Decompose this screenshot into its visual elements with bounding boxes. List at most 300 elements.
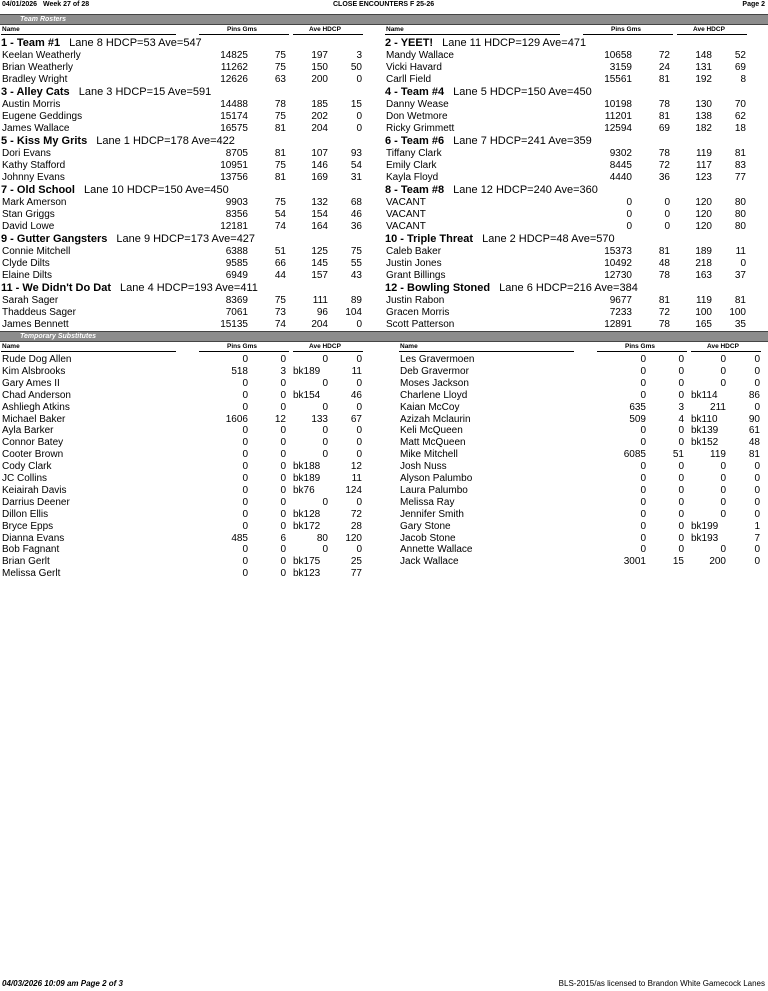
player-pins: 0 [640, 544, 646, 556]
player-handicap: 0 [356, 401, 362, 413]
player-name: Josh Nuss [400, 461, 447, 473]
player-name: Kathy Stafford [2, 160, 66, 171]
player-games: 81 [658, 111, 670, 122]
substitute-row [398, 556, 764, 568]
player-games: 36 [658, 172, 670, 183]
player-pins: 8445 [609, 160, 632, 171]
player-handicap: 48 [748, 437, 760, 449]
player-pins: 1606 [225, 413, 248, 425]
player-name: Justin Jones [386, 258, 442, 269]
player-average: 96 [316, 307, 328, 318]
player-name: Justin Rabon [386, 295, 445, 306]
player-handicap: 80 [734, 197, 746, 208]
column-header-pins-gms: Pins Gms [227, 343, 257, 350]
substitute-row [398, 425, 764, 437]
player-name: Bob Fagnant [2, 544, 60, 556]
roster-row [0, 50, 366, 62]
roster-row [384, 319, 750, 331]
player-name: Scott Patterson [386, 319, 455, 330]
player-name: Mike Mitchell [400, 449, 458, 461]
player-name: Annette Wallace [400, 544, 473, 556]
player-pins: 0 [640, 496, 646, 508]
player-games: 24 [658, 62, 670, 73]
player-name: Charlene Lloyd [400, 389, 468, 401]
player-games: 78 [658, 148, 670, 159]
player-handicap: 0 [356, 544, 362, 556]
player-pins: 0 [640, 437, 646, 449]
player-handicap: 104 [345, 307, 362, 318]
column-underline [293, 26, 363, 35]
player-pins: 0 [640, 461, 646, 473]
roster-row [0, 295, 366, 307]
roster-row [0, 319, 366, 331]
player-pins: 10951 [220, 160, 248, 171]
player-games: 72 [658, 50, 670, 61]
player-average: 131 [695, 62, 712, 73]
player-pins: 10492 [604, 258, 632, 269]
player-games: 44 [274, 270, 286, 281]
column-header-pins-gms: Pins Gms [227, 26, 257, 33]
team-header [1, 282, 258, 294]
player-handicap: 81 [748, 449, 760, 461]
roster-row [384, 221, 750, 233]
player-handicap: 80 [734, 221, 746, 232]
player-average: 0 [720, 508, 726, 520]
roster-row [0, 160, 366, 172]
player-name: Mandy Wallace [386, 50, 454, 61]
player-name: Ayla Barker [2, 425, 54, 437]
player-average: bk139 [691, 425, 719, 437]
player-name: David Lowe [2, 221, 55, 232]
player-handicap: 0 [356, 425, 362, 437]
player-pins: 0 [626, 209, 632, 220]
substitute-row [0, 521, 366, 533]
substitute-row [0, 461, 366, 473]
player-name: VACANT [386, 197, 426, 208]
player-handicap: 0 [754, 556, 760, 568]
player-handicap: 89 [350, 295, 362, 306]
player-name: Matt McQueen [400, 437, 466, 449]
player-handicap: 0 [356, 319, 362, 330]
substitute-row [0, 414, 366, 426]
player-games: 73 [274, 307, 286, 318]
player-name: Azizah Mclaurin [400, 413, 471, 425]
player-name: Caleb Baker [386, 246, 442, 257]
player-games: 0 [678, 389, 684, 401]
player-average: bk188 [293, 461, 321, 473]
player-pins: 0 [242, 484, 248, 496]
player-handicap: 67 [350, 413, 362, 425]
player-handicap: 50 [350, 62, 362, 73]
player-pins: 6949 [225, 270, 248, 281]
player-pins: 0 [640, 484, 646, 496]
player-average: 100 [695, 307, 712, 318]
player-name: Darrius Deener [2, 496, 70, 508]
player-handicap: 0 [754, 461, 760, 473]
player-games: 69 [658, 123, 670, 134]
column-header-name: Name [400, 343, 418, 350]
report-week: Week 27 of 28 [43, 1, 90, 8]
team-info: Lane 8 HDCP=53 Ave=547 [66, 37, 202, 49]
roster-row [0, 246, 366, 258]
section-band-rosters [0, 14, 768, 25]
column-underline [691, 343, 761, 352]
column-header-name: Name [2, 26, 20, 33]
player-handicap: 0 [754, 377, 760, 389]
substitute-row [0, 378, 366, 390]
player-handicap: 7 [754, 532, 760, 544]
player-games: 74 [274, 319, 286, 330]
player-games: 0 [280, 461, 286, 473]
player-name: Kaian McCoy [400, 401, 460, 413]
roster-row [0, 197, 366, 209]
player-name: Cody Clark [2, 461, 52, 473]
player-pins: 0 [626, 221, 632, 232]
player-average: bk110 [691, 413, 718, 425]
player-handicap: 36 [350, 221, 362, 232]
player-average: 200 [311, 74, 328, 85]
player-average: 164 [311, 221, 328, 232]
player-pins: 9302 [609, 148, 632, 159]
player-games: 0 [664, 197, 670, 208]
team-info: Lane 9 HDCP=173 Ave=427 [113, 233, 256, 245]
player-handicap: 0 [356, 354, 362, 365]
player-pins: 11201 [604, 111, 632, 122]
player-pins: 635 [629, 401, 646, 413]
player-handicap: 11 [351, 365, 362, 377]
roster-row [0, 221, 366, 233]
player-handicap: 0 [754, 365, 760, 377]
player-pins: 0 [640, 473, 646, 484]
player-games: 0 [678, 354, 684, 365]
roster-row [0, 99, 366, 111]
column-underline [199, 343, 289, 352]
player-handicap: 0 [356, 496, 362, 508]
substitute-row [398, 366, 764, 378]
player-handicap: 75 [350, 246, 362, 257]
substitute-row [398, 461, 764, 473]
player-handicap: 46 [350, 209, 362, 220]
league-name: CLOSE ENCOUNTERS F 25-26 [333, 1, 435, 8]
player-handicap: 18 [734, 123, 746, 134]
player-pins: 0 [640, 532, 646, 544]
roster-row [384, 123, 750, 135]
player-games: 81 [658, 246, 670, 257]
player-average: 0 [720, 473, 726, 484]
player-average: 192 [695, 74, 712, 85]
player-average: 0 [720, 484, 726, 496]
roster-row [384, 148, 750, 160]
team-header [385, 282, 638, 294]
player-pins: 11262 [220, 62, 248, 73]
player-handicap: 52 [734, 50, 746, 61]
team-info: Lane 2 HDCP=48 Ave=570 [479, 233, 615, 245]
player-games: 81 [658, 74, 670, 85]
player-handicap: 25 [350, 556, 362, 568]
player-average: bk189 [293, 365, 321, 377]
substitute-row [398, 402, 764, 414]
page-number: Page 2 [742, 1, 765, 8]
player-pins: 14825 [220, 50, 248, 61]
player-average: 150 [311, 62, 328, 73]
player-average: 185 [311, 99, 328, 110]
player-name: Dillon Ellis [2, 508, 49, 520]
player-average: bk199 [691, 520, 719, 532]
roster-row [384, 258, 750, 270]
player-pins: 15561 [604, 74, 632, 85]
player-name: Connor Batey [2, 437, 64, 449]
player-games: 81 [274, 123, 286, 134]
player-average: 133 [311, 413, 328, 425]
roster-row [0, 123, 366, 135]
player-pins: 6085 [623, 449, 646, 461]
player-name: Jennifer Smith [400, 508, 464, 520]
roster-row [384, 160, 750, 172]
player-pins: 12891 [604, 319, 632, 330]
substitute-row [0, 473, 366, 485]
player-pins: 0 [640, 365, 646, 377]
roster-row [0, 62, 366, 74]
player-average: 111 [312, 295, 328, 306]
player-handicap: 0 [356, 377, 362, 389]
player-name: Alyson Palumbo [400, 473, 473, 484]
substitute-row [398, 521, 764, 533]
team-title: 11 - We Didn't Do Dat [1, 282, 111, 294]
roster-row [384, 111, 750, 123]
player-pins: 0 [640, 377, 646, 389]
player-name: Connie Mitchell [2, 246, 71, 257]
player-handicap: 93 [350, 148, 362, 159]
substitute-row [398, 533, 764, 545]
player-games: 0 [678, 425, 684, 437]
player-average: bk193 [691, 532, 719, 544]
substitute-row [398, 354, 764, 366]
player-games: 0 [678, 508, 684, 520]
player-games: 0 [280, 520, 286, 532]
player-games: 54 [274, 209, 286, 220]
column-underline [199, 26, 289, 35]
player-pins: 4440 [609, 172, 632, 183]
player-games: 0 [280, 401, 286, 413]
player-name: VACANT [386, 209, 426, 220]
player-pins: 9677 [609, 295, 632, 306]
player-pins: 16575 [220, 123, 248, 134]
column-underline [583, 26, 673, 35]
substitute-row [398, 485, 764, 497]
team-info: Lane 12 HDCP=240 Ave=360 [450, 184, 598, 196]
player-handicap: 35 [734, 319, 746, 330]
player-games: 75 [274, 160, 286, 171]
player-average: 157 [311, 270, 328, 281]
team-info: Lane 1 HDCP=178 Ave=422 [93, 135, 235, 147]
team-title: 9 - Gutter Gangsters [1, 233, 108, 245]
roster-row [0, 307, 366, 319]
player-pins: 0 [242, 568, 248, 580]
player-name: Don Wetmore [386, 111, 448, 122]
player-handicap: 81 [734, 295, 746, 306]
player-name: Moses Jackson [400, 377, 469, 389]
license-text: BLS-2015/as licensed to Brandon White Gamecock Lanes [558, 979, 765, 988]
player-pins: 0 [242, 520, 248, 532]
player-pins: 0 [242, 449, 248, 461]
player-handicap: 28 [350, 520, 362, 532]
player-name: Gary Ames II [2, 377, 60, 389]
player-pins: 0 [640, 508, 646, 520]
player-pins: 0 [626, 197, 632, 208]
player-name: Clyde Dilts [2, 258, 50, 269]
player-average: 0 [720, 496, 726, 508]
player-handicap: 61 [748, 425, 760, 437]
player-name: Eugene Geddings [2, 111, 83, 122]
column-header-ave-hdcp: Ave HDCP [309, 26, 341, 33]
player-average: 165 [695, 319, 712, 330]
player-pins: 0 [242, 496, 248, 508]
player-name: Gracen Morris [386, 307, 450, 318]
player-average: 148 [695, 50, 712, 61]
roster-row [384, 99, 750, 111]
substitute-row [398, 414, 764, 426]
player-games: 0 [678, 473, 684, 484]
roster-row [384, 270, 750, 282]
team-info: Lane 6 HDCP=216 Ave=384 [496, 282, 638, 294]
player-games: 0 [678, 437, 684, 449]
player-handicap: 0 [740, 258, 746, 269]
player-average: bk114 [691, 389, 718, 401]
player-handicap: 11 [735, 246, 746, 257]
player-average: bk172 [293, 520, 321, 532]
substitute-row [0, 425, 366, 437]
player-games: 75 [274, 50, 286, 61]
player-games: 0 [280, 484, 286, 496]
player-average: 204 [311, 123, 328, 134]
substitute-row [398, 390, 764, 402]
player-games: 72 [658, 307, 670, 318]
player-pins: 485 [231, 532, 248, 544]
player-games: 0 [280, 544, 286, 556]
player-handicap: 8 [740, 74, 746, 85]
column-underline [399, 343, 574, 352]
player-games: 4 [678, 413, 684, 425]
player-name: Stan Griggs [2, 209, 55, 220]
column-header-ave-hdcp: Ave HDCP [693, 26, 725, 33]
player-pins: 0 [640, 520, 646, 532]
roster-row [384, 209, 750, 221]
team-header [385, 86, 592, 98]
player-average: 0 [322, 377, 328, 389]
player-pins: 0 [242, 508, 248, 520]
player-name: Ricky Grimmett [386, 123, 455, 134]
player-games: 3 [678, 401, 684, 413]
player-handicap: 68 [350, 197, 362, 208]
substitute-row [398, 544, 764, 556]
player-average: 146 [311, 160, 328, 171]
team-header [385, 233, 615, 245]
player-pins: 0 [242, 544, 248, 556]
player-handicap: 3 [356, 50, 362, 61]
player-games: 12 [274, 413, 286, 425]
roster-row [0, 258, 366, 270]
player-games: 0 [280, 556, 286, 568]
player-handicap: 46 [350, 389, 362, 401]
player-games: 0 [280, 508, 286, 520]
player-average: 0 [322, 437, 328, 449]
roster-row [384, 295, 750, 307]
player-average: 0 [720, 365, 726, 377]
player-games: 0 [678, 532, 684, 544]
player-average: 0 [720, 544, 726, 556]
team-title: 1 - Team #1 [1, 37, 61, 49]
column-header-name: Name [2, 343, 20, 350]
player-average: 0 [322, 449, 328, 461]
player-name: Laura Palumbo [400, 484, 468, 496]
player-name: Austin Morris [2, 99, 61, 110]
player-pins: 12181 [220, 221, 248, 232]
player-games: 78 [274, 99, 286, 110]
player-average: bk123 [293, 568, 321, 580]
player-games: 0 [678, 484, 684, 496]
player-pins: 518 [231, 365, 248, 377]
player-name: Danny Wease [386, 99, 449, 110]
player-average: bk175 [293, 556, 321, 568]
player-pins: 0 [640, 354, 646, 365]
roster-row [384, 246, 750, 258]
player-average: 202 [311, 111, 328, 122]
team-header [1, 233, 255, 245]
player-handicap: 0 [754, 401, 760, 413]
team-info: Lane 7 HDCP=241 Ave=359 [450, 135, 592, 147]
team-title: 8 - Team #8 [385, 184, 445, 196]
player-games: 0 [678, 544, 684, 556]
substitute-row [0, 497, 366, 509]
player-games: 78 [658, 270, 670, 281]
player-handicap: 0 [754, 354, 760, 365]
player-name: Melissa Ray [400, 496, 455, 508]
substitute-row [0, 556, 366, 568]
player-name: Chad Anderson [2, 389, 71, 401]
substitute-row [0, 354, 366, 366]
roster-row [384, 172, 750, 184]
player-name: Les Gravermoen [400, 354, 475, 365]
player-average: 0 [720, 461, 726, 473]
column-header-ave-hdcp: Ave HDCP [309, 343, 341, 350]
team-header [385, 184, 598, 196]
player-average: 0 [322, 425, 328, 437]
player-name: Elaine Dilts [2, 270, 53, 281]
team-header [1, 135, 235, 147]
roster-row [0, 74, 366, 86]
team-title: 6 - Team #6 [385, 135, 445, 147]
player-games: 0 [280, 449, 286, 461]
player-games: 3 [280, 365, 286, 377]
player-pins: 15135 [220, 319, 248, 330]
player-pins: 13756 [220, 172, 248, 183]
player-pins: 0 [640, 425, 646, 437]
player-handicap: 100 [729, 307, 746, 318]
substitute-row [0, 568, 366, 580]
player-name: Ashliegh Atkins [2, 401, 70, 413]
player-average: 197 [311, 50, 328, 61]
player-handicap: 81 [734, 148, 746, 159]
player-games: 81 [274, 148, 286, 159]
player-name: James Wallace [2, 123, 70, 134]
substitute-row [0, 366, 366, 378]
substitute-row [398, 437, 764, 449]
player-pins: 0 [242, 389, 248, 401]
player-handicap: 77 [350, 568, 362, 580]
column-underline [677, 26, 747, 35]
substitute-row [0, 402, 366, 414]
section-band-subs [0, 331, 768, 342]
